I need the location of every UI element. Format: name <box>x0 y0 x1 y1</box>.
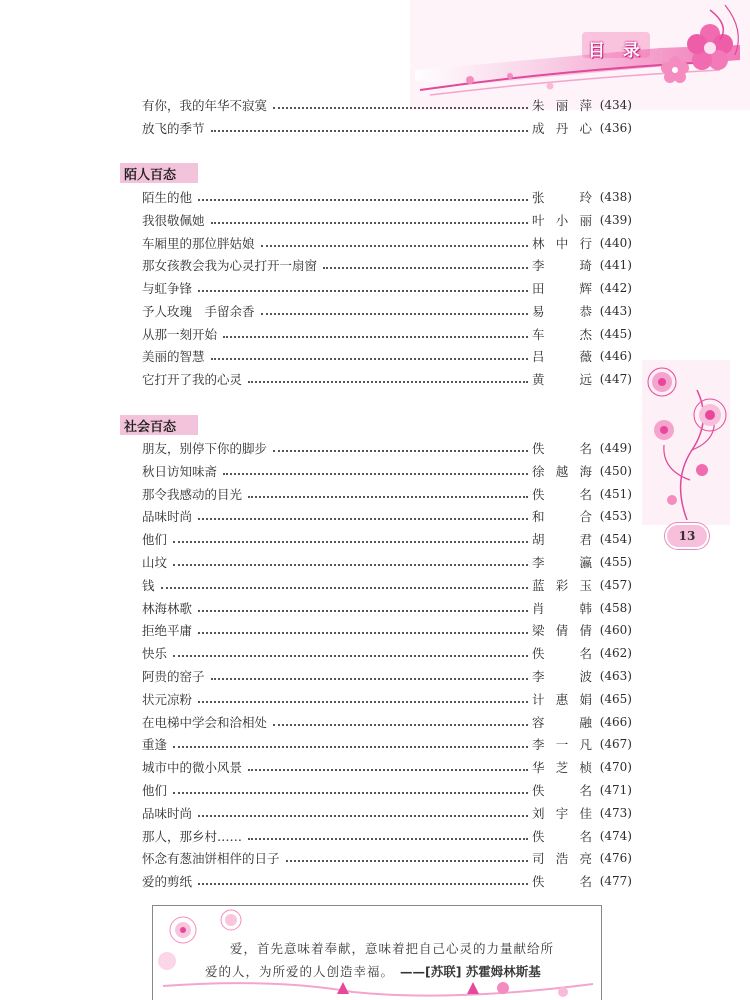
dot-leader <box>198 199 528 201</box>
dot-leader <box>261 313 528 315</box>
entry-author: 佚 名 <box>532 486 592 502</box>
toc-entry[interactable] <box>142 233 632 253</box>
entry-page: (470) <box>599 760 632 775</box>
entry-title: 他们 <box>142 532 168 548</box>
quote-author: ——[苏联] 苏霍姆林斯基 <box>400 964 541 979</box>
entry-title: 有你，我的年华不寂寞 <box>142 98 268 113</box>
toc-entry[interactable] <box>142 848 632 868</box>
dot-leader <box>248 838 528 840</box>
entry-page: (467) <box>599 737 632 752</box>
entry-author: 佚 名 <box>532 441 592 456</box>
dot-leader <box>248 381 528 383</box>
entry-title: 他们 <box>142 783 168 798</box>
toc-entry[interactable] <box>142 118 632 138</box>
toc-entry[interactable] <box>142 826 632 846</box>
entry-title: 重逢 <box>142 737 168 753</box>
dot-leader <box>273 724 528 726</box>
entry-page: (440) <box>599 235 632 250</box>
entry-author: 成丹心 <box>532 121 592 136</box>
entry-title: 朋友，别停下你的脚步 <box>142 441 268 456</box>
entry-page: (441) <box>599 258 632 273</box>
dot-leader <box>198 883 528 885</box>
entry-title: 陌生的他 <box>142 190 193 205</box>
entry-page: (434) <box>599 98 632 112</box>
toc-entry[interactable] <box>142 803 632 823</box>
entry-page: (446) <box>599 349 632 364</box>
entry-page: (455) <box>599 555 632 569</box>
toc-entry[interactable] <box>142 484 632 504</box>
toc-entry[interactable] <box>142 689 632 709</box>
entry-author: 易 恭 <box>532 303 592 319</box>
toc-entry[interactable] <box>142 324 632 344</box>
toc-entry[interactable] <box>142 95 632 115</box>
entry-title: 城市中的微小风景 <box>142 760 243 776</box>
toc-entry[interactable] <box>142 871 632 891</box>
dot-leader <box>323 267 528 269</box>
toc-entry[interactable] <box>142 643 632 663</box>
entry-page: (436) <box>599 121 632 135</box>
toc-entry[interactable] <box>142 734 632 754</box>
entry-title: 阿贵的窑子 <box>142 669 205 684</box>
entry-page: (447) <box>599 372 632 386</box>
entry-title: 与虹争锋 <box>142 281 193 296</box>
toc-entry[interactable] <box>142 210 632 230</box>
entry-author: 黄 远 <box>532 372 592 387</box>
entry-author: 朱丽萍 <box>532 98 592 113</box>
entry-page: (466) <box>599 714 632 729</box>
toc-entry[interactable] <box>142 346 632 366</box>
entry-author: 刘宇佳 <box>532 805 592 821</box>
quote-text-line2: 爱的人，为所爱的人创造幸福。 <box>205 964 395 979</box>
toc-entry[interactable] <box>142 757 632 777</box>
entry-author: 叶小丽 <box>532 212 592 228</box>
entry-title: 那人，那乡村…… <box>142 828 243 844</box>
toc-entry[interactable] <box>142 666 632 686</box>
toc-entry[interactable] <box>142 301 632 321</box>
entry-title: 怀念有葱油饼相伴的日子 <box>142 851 280 867</box>
section-heading: 社会百态 <box>120 415 198 435</box>
entry-author: 华芝桢 <box>532 760 592 776</box>
entry-page: (442) <box>599 281 632 295</box>
entry-page: (454) <box>599 532 632 547</box>
entry-page: (471) <box>599 783 632 797</box>
dot-leader <box>198 701 528 703</box>
side-flower-decoration <box>642 360 730 525</box>
entry-page: (457) <box>599 577 632 592</box>
entry-title: 拒绝平庸 <box>142 623 193 639</box>
entry-page: (463) <box>599 669 632 683</box>
toc-entry[interactable] <box>142 278 632 298</box>
entry-author: 梁倩倩 <box>532 623 592 639</box>
entry-author: 司浩亮 <box>532 851 592 867</box>
entry-author: 林中行 <box>532 235 592 251</box>
toc-entry[interactable] <box>142 620 632 640</box>
toc-entry[interactable] <box>142 187 632 207</box>
entry-author: 张 玲 <box>532 190 592 205</box>
entry-author: 胡 君 <box>532 532 592 548</box>
entry-author: 徐越海 <box>532 463 592 479</box>
entry-page: (460) <box>599 623 632 638</box>
toc-entry[interactable] <box>142 712 632 732</box>
toc-entry[interactable] <box>142 780 632 800</box>
page-number: 13 <box>665 523 709 549</box>
dot-leader <box>198 632 528 634</box>
toc-entry[interactable] <box>142 575 632 595</box>
entry-page: (476) <box>599 851 632 866</box>
dot-leader <box>198 815 528 817</box>
entry-page: (451) <box>599 486 632 501</box>
toc-entry[interactable] <box>142 529 632 549</box>
entry-page: (465) <box>599 691 632 706</box>
toc-entry[interactable] <box>142 598 632 618</box>
entry-title: 爱的剪纸 <box>142 874 193 890</box>
entry-author: 李一凡 <box>532 737 592 753</box>
dot-leader <box>211 130 528 132</box>
dot-leader <box>161 587 528 589</box>
dot-leader <box>248 496 528 498</box>
dot-leader <box>211 358 528 360</box>
entry-author: 吕 薇 <box>532 349 592 365</box>
entry-title: 品味时尚 <box>142 509 193 525</box>
entry-title: 林海林歌 <box>142 600 193 616</box>
entry-title: 钱 <box>142 577 155 593</box>
toc-entry[interactable] <box>142 461 632 481</box>
dot-leader <box>286 860 528 862</box>
dot-leader <box>223 473 528 475</box>
entry-title: 那女孩教会我为心灵打开一扇窗 <box>142 258 318 274</box>
entry-author: 李 瀛 <box>532 555 592 570</box>
dot-leader <box>223 336 528 338</box>
entry-page: (458) <box>599 600 632 615</box>
dot-leader <box>173 746 528 748</box>
entry-page: (453) <box>599 509 632 524</box>
entry-page: (445) <box>599 326 632 341</box>
entry-page: (474) <box>599 828 632 843</box>
dot-leader <box>211 678 528 680</box>
entry-author: 佚 名 <box>532 646 592 662</box>
toc-entry[interactable] <box>142 552 632 572</box>
entry-title: 那令我感动的目光 <box>142 486 243 502</box>
quote-text-line1: 爱，首先意味着奉献，意味着把自己心灵的力量献给所 <box>230 941 555 956</box>
entry-title: 车厢里的那位胖姑娘 <box>142 235 255 251</box>
entry-author: 田 辉 <box>532 281 592 296</box>
dot-leader <box>211 222 528 224</box>
dot-leader <box>261 245 528 247</box>
entry-author: 李 波 <box>532 669 592 684</box>
entry-page: (449) <box>599 441 632 455</box>
entry-title: 品味时尚 <box>142 805 193 821</box>
section-heading: 陌人百态 <box>120 163 198 183</box>
entry-page: (438) <box>599 190 632 204</box>
entry-page: (477) <box>599 874 632 889</box>
entry-page: (439) <box>599 212 632 227</box>
entry-title: 予人玫瑰 手留余香 <box>142 303 255 319</box>
entry-author: 佚 名 <box>532 828 592 844</box>
dot-leader <box>173 655 528 657</box>
entry-page: (450) <box>599 463 632 478</box>
dot-leader <box>248 769 528 771</box>
toc-entry[interactable] <box>142 506 632 526</box>
entry-title: 山坟 <box>142 555 168 570</box>
entry-title: 从那一刻开始 <box>142 326 218 342</box>
entry-author: 车 杰 <box>532 326 592 342</box>
entry-title: 我很敬佩她 <box>142 212 205 228</box>
toc-entry[interactable] <box>142 255 632 275</box>
dot-leader <box>198 290 528 292</box>
entry-title: 秋日访知味斋 <box>142 463 218 479</box>
dot-leader <box>273 107 528 109</box>
dot-leader <box>173 564 528 566</box>
entry-author: 李 琦 <box>532 258 592 274</box>
entry-title: 快乐 <box>142 646 168 662</box>
entry-author: 佚 名 <box>532 874 592 890</box>
entry-title: 放飞的季节 <box>142 121 205 136</box>
entry-author: 佚 名 <box>532 783 592 798</box>
entry-author: 容 融 <box>532 714 592 730</box>
entry-author: 和 合 <box>532 509 592 525</box>
entry-title: 它打开了我的心灵 <box>142 372 243 387</box>
toc-entry[interactable] <box>142 369 632 389</box>
entry-page: (443) <box>599 303 632 318</box>
dot-leader <box>273 450 528 452</box>
entry-author: 蓝彩玉 <box>532 577 592 593</box>
entry-page: (462) <box>599 646 632 661</box>
dot-leader <box>173 541 528 543</box>
dot-leader <box>198 518 528 520</box>
entry-author: 计惠娟 <box>532 691 592 707</box>
entry-author: 肖 韩 <box>532 600 592 616</box>
toc-heading: 目 录 <box>588 41 646 61</box>
entry-page: (473) <box>599 805 632 820</box>
header-decoration <box>410 0 750 110</box>
toc-entry[interactable] <box>142 438 632 458</box>
dot-leader <box>198 610 528 612</box>
dot-leader <box>173 792 528 794</box>
entry-title: 在电梯中学会和洽相处 <box>142 714 268 730</box>
entry-title: 美丽的智慧 <box>142 349 205 365</box>
entry-title: 状元凉粉 <box>142 691 193 707</box>
